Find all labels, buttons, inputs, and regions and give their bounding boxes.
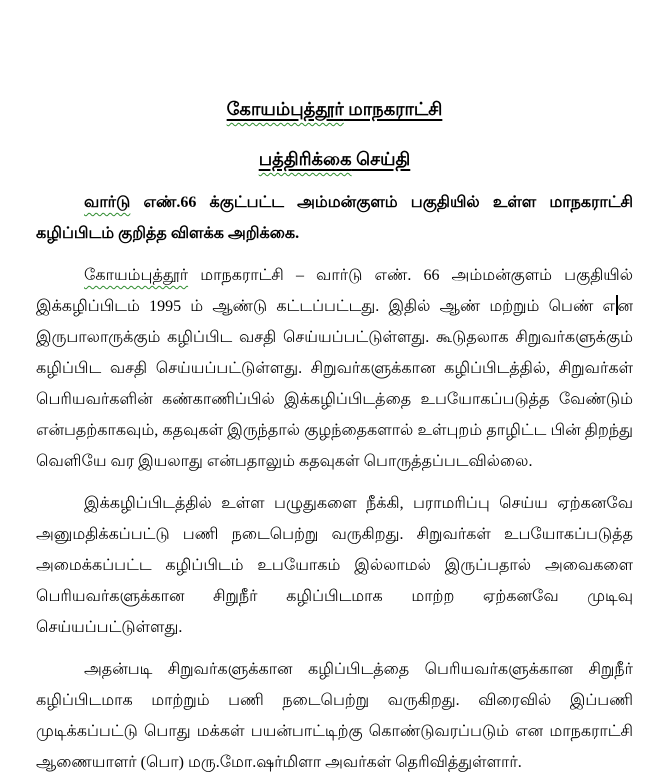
title-misspelled-word: கோயம்புத்தூர் (226, 99, 344, 119)
subtitle-rest: செய்தி (351, 149, 411, 169)
body-paragraph-1 (36, 260, 633, 477)
document-title-underlined-text (227, 99, 443, 119)
para1-misspelled-word: கோயம்புத்தூர் (84, 267, 189, 284)
body-paragraph-3: அதன்படி சிறுவர்களுக்கான கழிப்பிடத்தை பெரியவர்களுக்கான சிறுநீர் கழிப்பிடமாக மாற்றும் பணி நடைபெற்று வருகிறது. விரைவில் இப்பணி முடிக்கப்பட்டு பொது மக்கள் பயன்பாட்டிற்கு கொண்டுவரப்படும் என மாநகராட்சி ஆணையாளர் (பொ) மரு.மோ.ஷர்மிளா அவர்கள் தெரிவித்துள்ளார். (36, 661, 633, 771)
subtitle-misspelled-word: பத்திரிக்கை (258, 149, 352, 169)
summary-paragraph (36, 187, 633, 249)
para1-text-before-caret: மாநகராட்சி – வார்டு எண். 66 அம்மன்குளம் பகுதியில் இக்கழிப்பிடம் 1995 ம் ஆண்டு கட்டப்பட்டது. இதில் ஆண் மற்றும் பெண் எ (36, 267, 633, 315)
document-subtitle (36, 146, 633, 172)
document-title (36, 96, 633, 122)
body-paragraph-2: இக்கழிப்பிடத்தில் உள்ள பழுதுகளை நீக்கி, பராமரிப்பு செய்ய ஏற்கனவே அனுமதிக்கப்பட்டு பணி நடைபெற்று வருகிறது. சிறுவர்கள் உபயோகப்படுத்த அமைக்கப்பட்ட கழிப்பிடம் உபயோகம் இல்லாமல் இருப்பதால் அவைகளை பெரியவர்களுக்கான சிறுநீர் கழிப்பிடமாக மாற்ற ஏற்கனவே முடிவு செய்யப்பட்டுள்ளது. (36, 495, 633, 636)
summary-misspelled-word: வார்டு (84, 194, 131, 211)
summary-text: எண்.66 க்குட்பட்ட அம்மன்குளம் பகுதியில் உள்ள மாநகராட்சி கழிப்பிடம் குறித்த விளக்க அறிக்கை. (36, 194, 633, 242)
para1-text-after-caret: ன இருபாலாருக்கும் கழிப்பிட வசதி செய்யப்பட்டுள்ளது. கூடுதலாக சிறுவர்களுக்கும் கழிப்பிட வசதி செய்யப்பட்டுள்ளது. சிறுவர்களுக்கான கழிப்பிடத்தில், சிறுவர்கள் பெரியவர்களின் கண்காணிப்பில் இக்கழிப்பிடத்தை உபயோகப்படுத்த வேண்டும் என்பதற்காகவும், கதவுகள் இருந்தால் குழந்தைகளால் உள்புறம் தாழிட்ட பின் திறந்து வெளியே வர இயலாது என்பதாலும் கதவுகள் பொருத்தப்படவில்லை. (36, 298, 634, 470)
title-rest: மாநகராட்சி (343, 99, 443, 119)
document-subtitle-underlined-text (259, 149, 411, 169)
